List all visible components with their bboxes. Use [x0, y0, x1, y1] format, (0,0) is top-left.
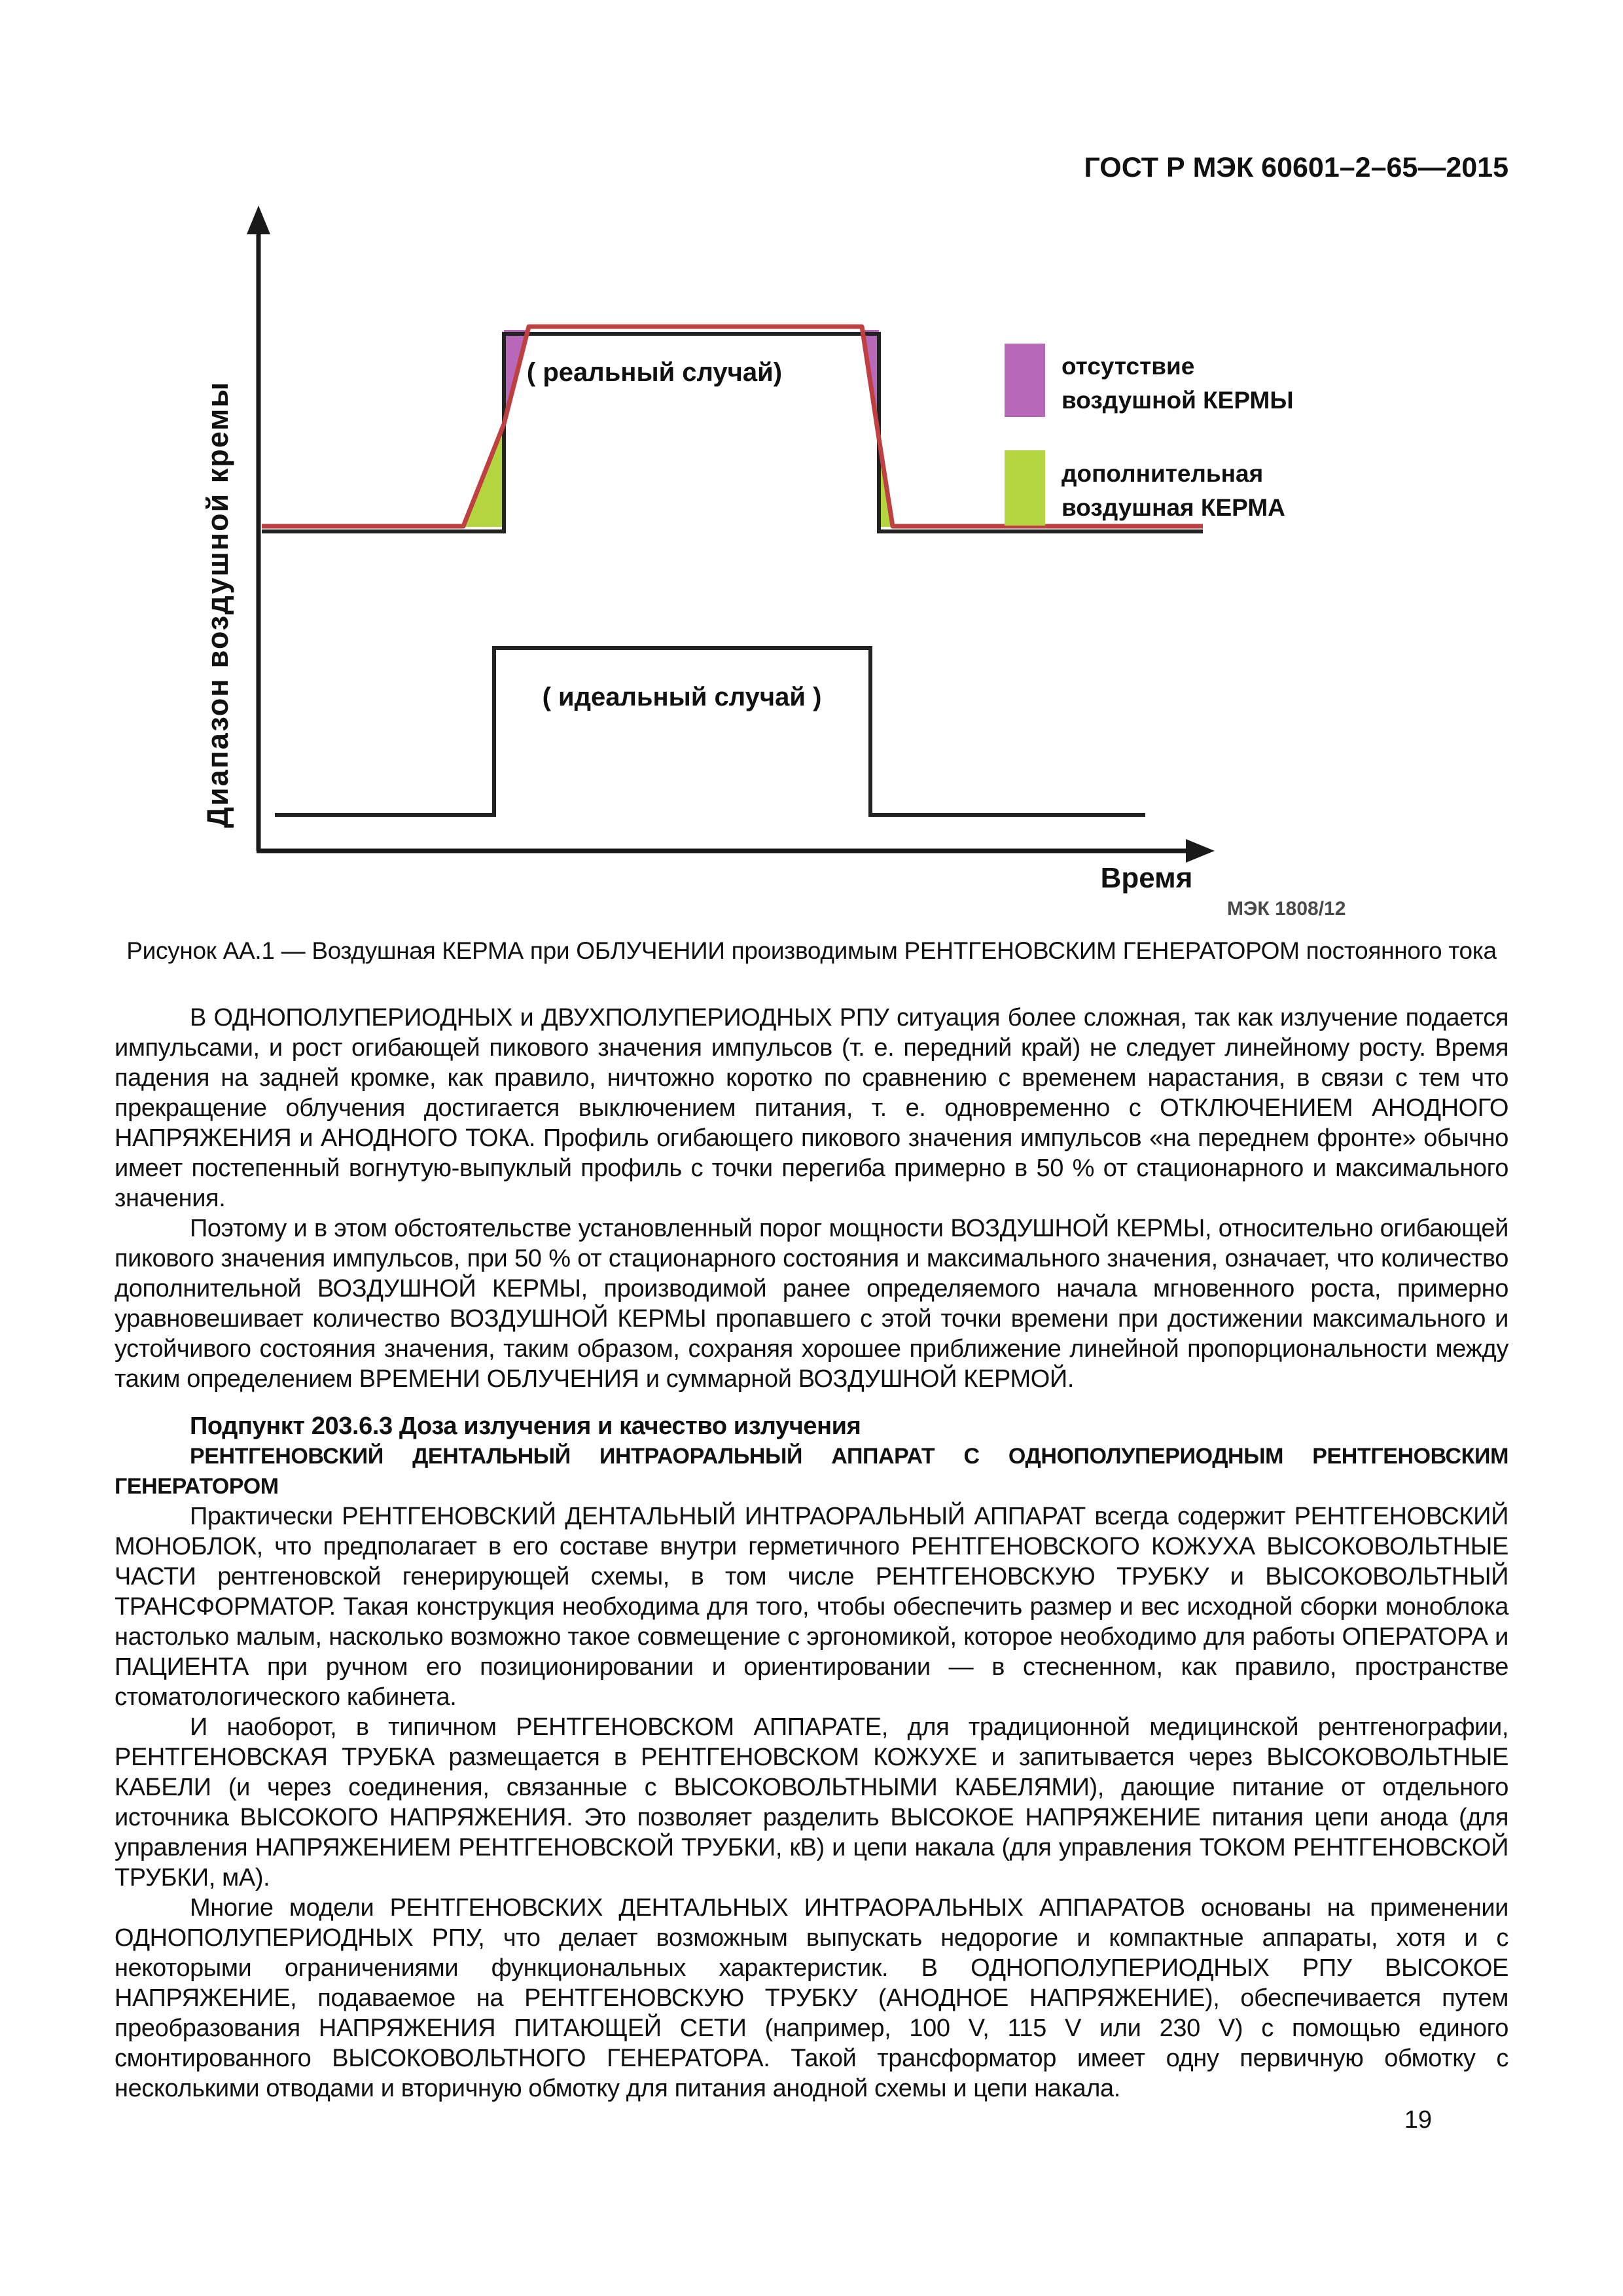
paragraph-1: В ОДНОПОЛУПЕРИОДНЫХ и ДВУХПОЛУПЕРИОДНЫХ РПУ ситуация более сложная, так как излучение подается импульсами, и рост огибающей пикового значения импульсов (т. е. передний край) не следует линейному росту. Время падения на задней кромке, как правило, ничтожно коротко по сравнению с временем нарастания, в связи с тем что прекращение облучения достигается выключением питания, т. е. одновременно с ОТКЛЮЧЕНИЕМ АНОДНОГО НАПРЯЖЕНИЯ и АНОДНОГО ТОКА. Профиль огибающего пикового значения импульсов «на переднем фронте» обычно имеет постепенный вогнутую-выпуклый профиль с точки перегиба примерно в 50 % от стационарного и максимального значения. — [115, 1004, 1508, 1212]
paragraph-5: Многие модели РЕНТГЕНОВСКИХ ДЕНТАЛЬНЫХ ИНТРАОРАЛЬНЫХ АППАРАТОВ основаны на применении ОДНОПОЛУПЕРИОДНЫХ РПУ, что делает возможным выпускать недорогие и компактные аппараты, хотя и с некоторыми ограничениями функциональных характеристик. В ОДНОПОЛУПЕРИОДНЫХ РПУ ВЫСОКОЕ НАПРЯЖЕНИЕ, подаваемое на РЕНТГЕНОВСКУЮ ТРУБКУ (АНОДНОЕ НАПРЯЖЕНИЕ), обеспечивается путем преобразования НАПРЯЖЕНИЯ ПИТАЮЩЕЙ СЕТИ (например, 100 V, 115 V или 230 V) с помощью единого смонтированного ВЫСОКОВОЛЬТНОГО ГЕНЕРАТОРА. Такой трансформатор имеет одну первичную обмотку с несколькими отводами и вторичную обмотку для питания анодной схемы и цепи накала. — [115, 1894, 1508, 2102]
y-axis-label: Диапазон воздушной кремы — [201, 381, 234, 828]
page-number: 19 — [1404, 2106, 1432, 2134]
x-axis-arrow-icon — [1186, 839, 1215, 863]
x-axis-label: Время — [1100, 862, 1193, 894]
figure-caption: Рисунок АА.1 — Воздушная КЕРМА при ОБЛУЧЕНИИ производимым РЕНТГЕНОВСКИМ ГЕНЕРАТОРОМ постоянного тока — [126, 937, 1497, 964]
ideal-case-pulse — [275, 648, 1145, 815]
paragraph-2: Поэтому и в этом обстоятельстве установленный порог мощности ВОЗДУШНОЙ КЕРМЫ, относительно огибающей пикового значения импульсов, при 50 % от стационарного состояния и максимального значения, означает, что количество дополнительной ВОЗДУШНОЙ КЕРМЫ, производимой ранее определяемого начала мгновенного роста, примерно уравновешивает количество ВОЗДУШНОЙ КЕРМЫ пропавшего с этой точки времени при достижении максимального и устойчивого состояния значения, таким образом, сохраняя хорошее приближение линейной пропорциональности между таким определением ВРЕМЕНИ ОБЛУЧЕНИЯ и суммарной ВОЗДУШНОЙ КЕРМОЙ. — [115, 1215, 1508, 1393]
real-case-label: ( реальный случай) — [526, 358, 783, 387]
paragraph-3: Практически РЕНТГЕНОВСКИЙ ДЕНТАЛЬНЫЙ ИНТРАОРАЛЬНЫЙ АППАРАТ всегда содержит РЕНТГЕНОВСКИЙ МОНОБЛОК, что предполагает в его составе внутри герметичного РЕНТГЕНОВСКОГО КОЖУХА ВЫСОКОВОЛЬТНЫЕ ЧАСТИ рентгеновской генерирующей схемы, в том числе РЕНТГЕНОВСКУЮ ТРУБКУ и ВЫСОКОВОЛЬТНЫЙ ТРАНСФОРМАТОР. Такая конструкция необходима для того, чтобы обеспечить размер и вес исходной сборки моноблока настолько малым, насколько возможно такое совмещение с эргономикой, которое необходимо для работы ОПЕРАТОРА и ПАЦИЕНТА при ручном его позиционировании и ориентировании — в стесненном, как правило, пространстве стоматологического кабинета. — [115, 1503, 1508, 1711]
y-axis-arrow-icon — [247, 206, 270, 234]
document-body — [115, 1003, 1508, 2104]
figure-aa1-chart — [196, 196, 1407, 929]
legend-label-missing-kerma-line1: отсутствие — [1061, 353, 1195, 380]
paragraph-4: И наоборот, в типичном РЕНТГЕНОВСКОМ АППАРАТЕ, для традиционной медицинской рентгенографии, РЕНТГЕНОВСКАЯ ТРУБКА размещается в РЕНТГЕНОВСКОМ КОЖУХЕ и запитывается через ВЫСОКОВОЛЬТНЫЕ КАБЕЛИ (и через соединения, связанные с ВЫСОКОВОЛЬТНЫМИ КАБЕЛЯМИ), дающие питание от отдельного источника ВЫСОКОГО НАПРЯЖЕНИЯ. Это позволяет разделить ВЫСОКОЕ НАПРЯЖЕНИЕ питания цепи анода (для управления НАПРЯЖЕНИЕМ РЕНТГЕНОВСКОЙ ТРУБКИ, кВ) и цепи накала (для управления ТОКОМ РЕНТГЕНОВСКОЙ ТРУБКИ, мА). — [115, 1713, 1508, 1892]
subclause-heading: Подпункт 203.6.3 Доза излучения и качество излучения — [190, 1412, 861, 1440]
subclause-subheading: РЕНТГЕНОВСКИЙ ДЕНТАЛЬНЫЙ ИНТРАОРАЛЬНЫЙ АППАРАТ С ОДНОПОЛУПЕРИОДНЫМ РЕНТГЕНОВСКИМ ГЕНЕРАТОРОМ — [115, 1444, 1508, 1499]
ideal-case-label: ( идеальный случай ) — [542, 683, 822, 711]
iec-reference: МЭК 1808/12 — [1227, 898, 1346, 920]
document-header: ГОСТ Р МЭК 60601–2–65—2015 — [1084, 152, 1508, 183]
legend-swatch-additional-kerma — [1005, 450, 1045, 526]
legend-label-additional-kerma-line2: воздушная КЕРМА — [1061, 494, 1285, 521]
legend-label-missing-kerma-line2: воздушной КЕРМЫ — [1061, 387, 1294, 414]
legend — [1005, 344, 1294, 526]
legend-label-additional-kerma-line1: дополнительная — [1061, 460, 1264, 487]
legend-swatch-missing-kerma — [1005, 344, 1045, 417]
